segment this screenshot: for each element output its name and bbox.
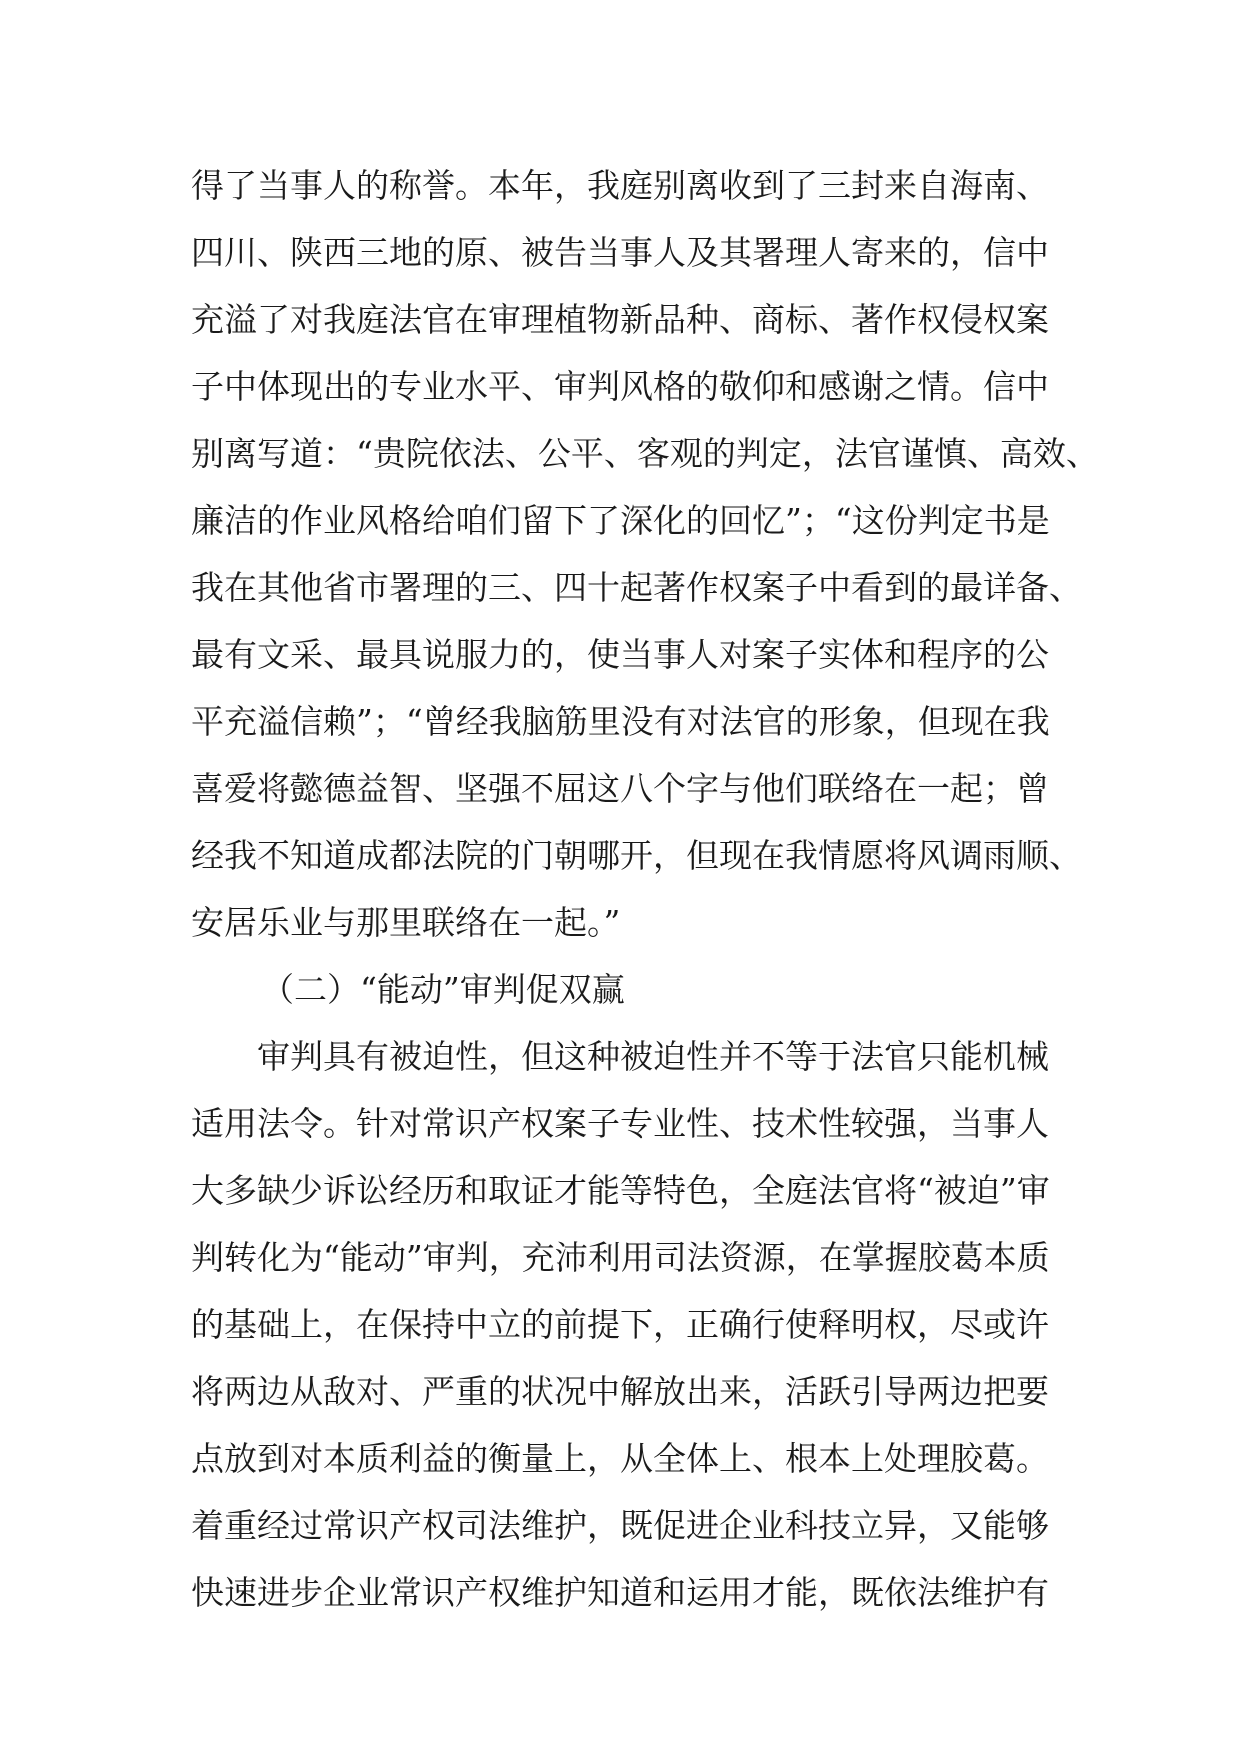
text-line: 充溢了对我庭法官在审理植物新品种、商标、著作权侵权案 [191, 300, 1049, 339]
text-line: 我在其他省市署理的三、四十起著作权案子中看到的最详备、 [191, 568, 1082, 607]
text-line: 判转化为“能动”审判，充沛利用司法资源，在掌握胶葛本质 [191, 1238, 1050, 1277]
text-line: 将两边从敌对、严重的状况中解放出来，活跃引导两边把要 [191, 1372, 1049, 1411]
section-heading: （二）“能动”审判促双赢 [261, 970, 625, 1009]
text-line: 快速进步企业常识产权维护知道和运用才能，既依法维护有 [191, 1573, 1049, 1612]
text-line: 得了当事人的称誉。本年，我庭别离收到了三封来自海南、 [191, 166, 1049, 205]
text-line: 适用法令。针对常识产权案子专业性、技术性较强，当事人 [191, 1104, 1049, 1143]
text-line: 四川、陕西三地的原、被告当事人及其署理人寄来的，信中 [191, 233, 1049, 272]
text-line: 别离写道：“贵院依法、公平、客观的判定，法官谨慎、高效、 [191, 434, 1099, 473]
text-line: 廉洁的作业风格给咱们留下了深化的回忆”；“这份判定书是 [191, 501, 1050, 540]
text-line: 经我不知道成都法院的门朝哪开，但现在我情愿将风调雨顺、 [191, 836, 1082, 875]
paragraph-first-line: 审判具有被迫性，但这种被迫性并不等于法官只能机械 [257, 1037, 1049, 1076]
text-line: 着重经过常识产权司法维护，既促进企业科技立异，又能够 [191, 1506, 1049, 1545]
text-line: 点放到对本质利益的衡量上，从全体上、根本上处理胶葛。 [191, 1439, 1049, 1478]
body-text [191, 152, 1099, 1626]
text-line: 大多缺少诉讼经历和取证才能等特色，全庭法官将“被迫”审 [191, 1171, 1050, 1210]
text-line: 最有文采、最具说服力的，使当事人对案子实体和程序的公 [191, 635, 1049, 674]
text-line: 平充溢信赖”；“曾经我脑筋里没有对法官的形象，但现在我 [191, 702, 1050, 741]
text-line: 喜爱将懿德益智、坚强不屈这八个字与他们联络在一起；曾 [191, 769, 1049, 808]
text-line: 的基础上，在保持中立的前提下，正确行使释明权，尽或许 [191, 1305, 1049, 1344]
text-line: 子中体现出的专业水平、审判风格的敬仰和感谢之情。信中 [191, 367, 1049, 406]
text-line: 安居乐业与那里联络在一起。” [191, 903, 621, 942]
